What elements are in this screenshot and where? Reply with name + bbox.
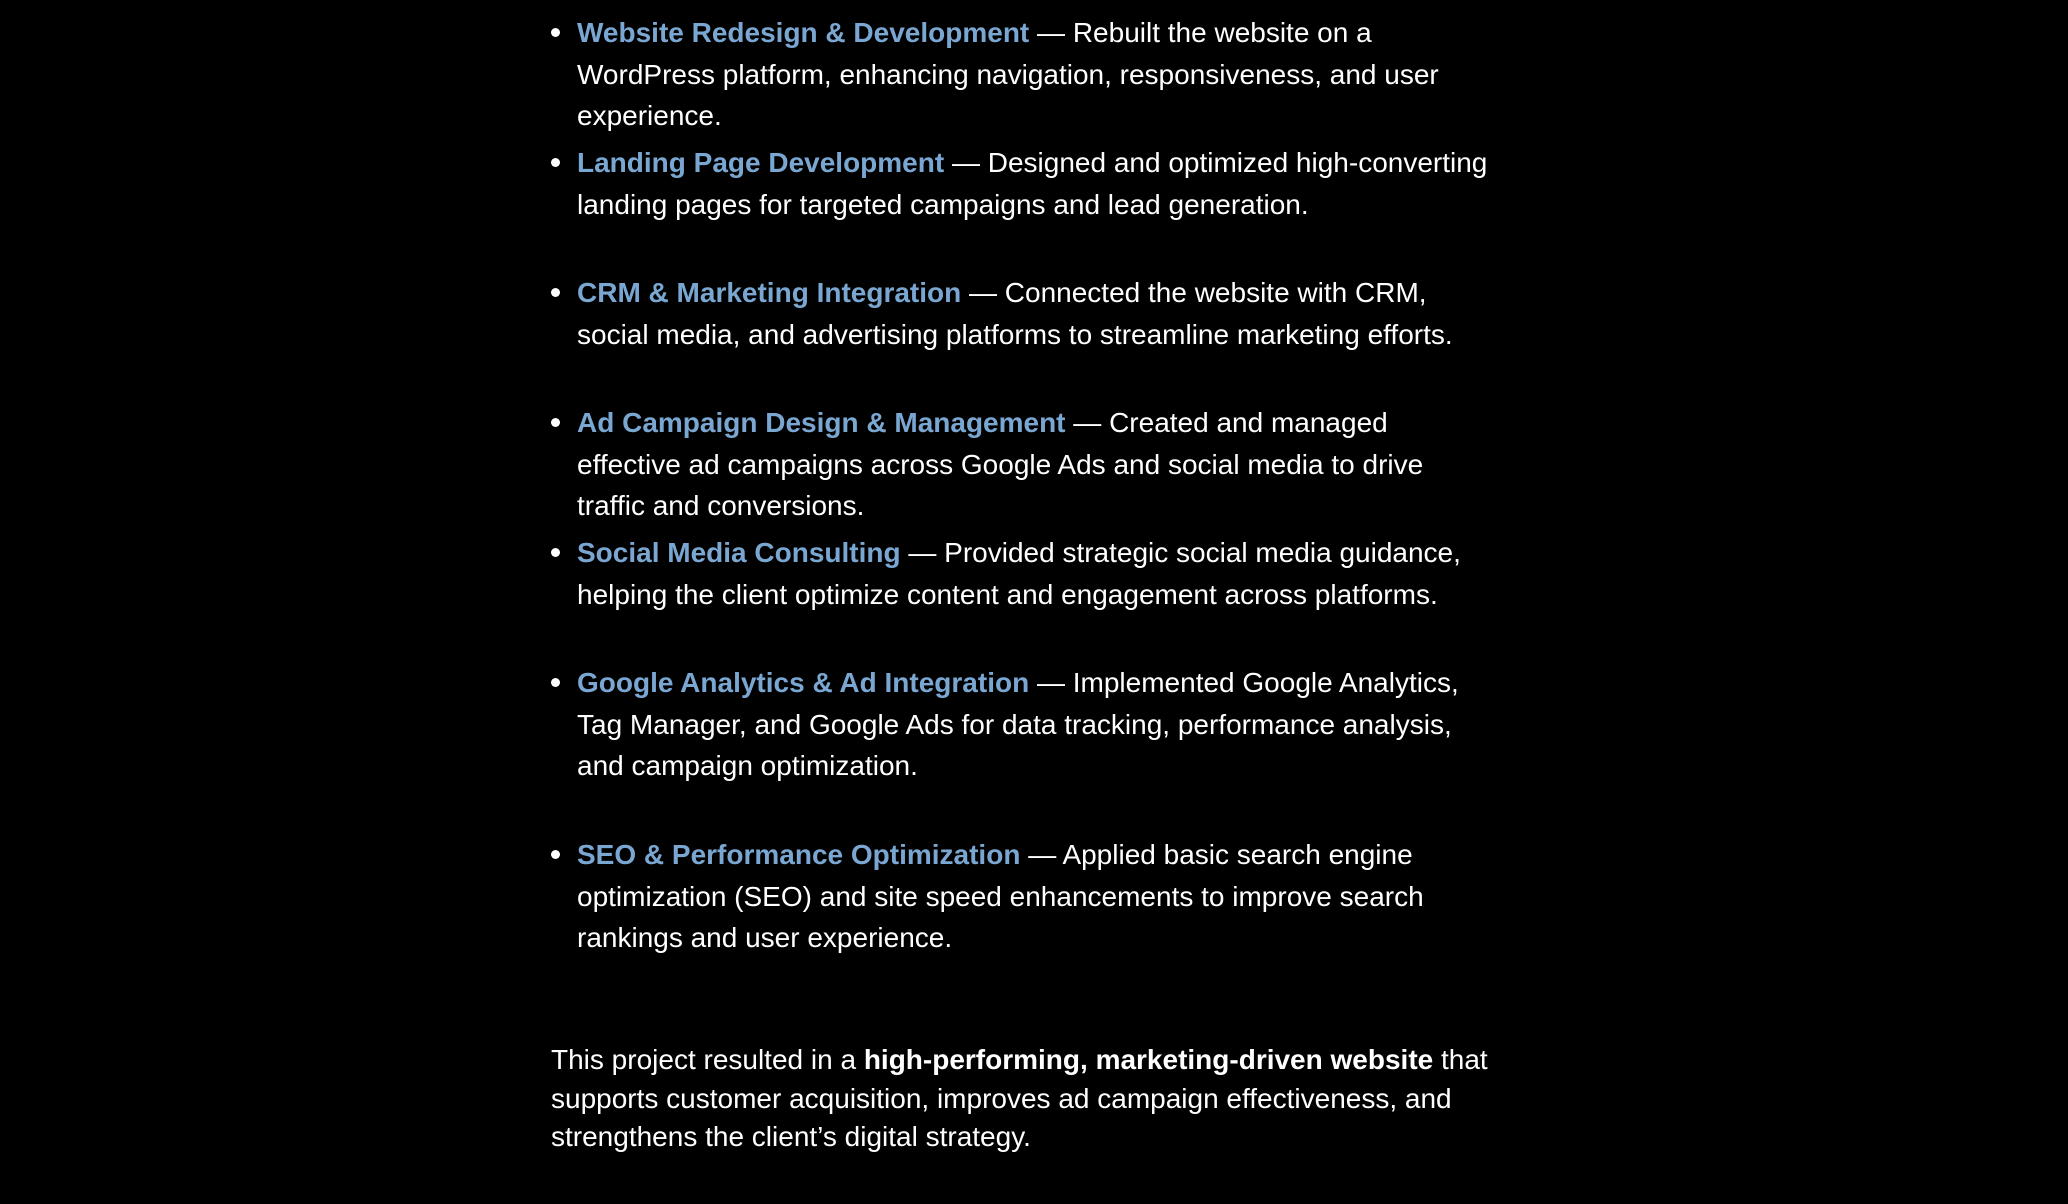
service-title: Social Media Consulting: [577, 537, 901, 568]
list-item: [551, 12, 1491, 137]
service-description: Rebuilt the website on a WordPress platform, enhancing navigation, responsiveness, and user experience.: [577, 17, 1439, 131]
service-description: Implemented Google Analytics, Tag Manager, and Google Ads for data tracking, performance analysis, and campaign optimization.: [577, 667, 1459, 781]
separator: —: [1029, 667, 1073, 698]
separator: —: [1065, 407, 1110, 438]
summary-suffix: that supports customer acquisition, improves ad campaign effectiveness, and strengthens the client’s digital strategy.: [551, 1044, 1488, 1152]
service-description: Designed and optimized high-converting landing pages for targeted campaigns and lead generation.: [577, 147, 1488, 220]
separator: —: [1020, 839, 1063, 870]
list-item: [551, 834, 1491, 959]
list-item: [551, 142, 1491, 225]
bullet-icon: [551, 288, 560, 297]
separator: —: [944, 147, 988, 178]
bullet-icon: [551, 418, 560, 427]
service-title: CRM & Marketing Integration: [577, 277, 962, 308]
separator: —: [900, 537, 945, 568]
bullet-icon: [551, 548, 560, 557]
bullet-icon: [551, 678, 560, 687]
service-title: Website Redesign & Development: [577, 17, 1030, 48]
bullet-icon: [551, 28, 560, 37]
service-description: Created and managed effective ad campaigns across Google Ads and social media to drive traffic and conversions.: [577, 407, 1424, 521]
project-summary: [551, 1041, 1501, 1157]
service-title: Landing Page Development: [577, 147, 945, 178]
list-item: [551, 402, 1491, 527]
bullet-icon: [551, 158, 560, 167]
bullet-icon: [551, 850, 560, 859]
service-description: Provided strategic social media guidance, helping the client optimize content and engagement across platforms.: [577, 537, 1461, 610]
service-title: Google Analytics & Ad Integration: [577, 667, 1030, 698]
summary-prefix: This project resulted in a: [551, 1044, 864, 1075]
list-item: [551, 532, 1491, 615]
service-title: Ad Campaign Design & Management: [577, 407, 1066, 438]
service-description: Applied basic search engine optimization (SEO) and site speed enhancements to improve search rankings and user experience.: [577, 839, 1424, 953]
summary-emphasis: high-performing, marketing-driven website: [863, 1044, 1434, 1075]
list-item: [551, 662, 1491, 787]
separator: —: [961, 277, 1005, 308]
service-description: Connected the website with CRM, social media, and advertising platforms to streamline marketing efforts.: [577, 277, 1453, 350]
list-item: [551, 272, 1491, 355]
service-title: SEO & Performance Optimization: [577, 839, 1021, 870]
separator: —: [1029, 17, 1073, 48]
